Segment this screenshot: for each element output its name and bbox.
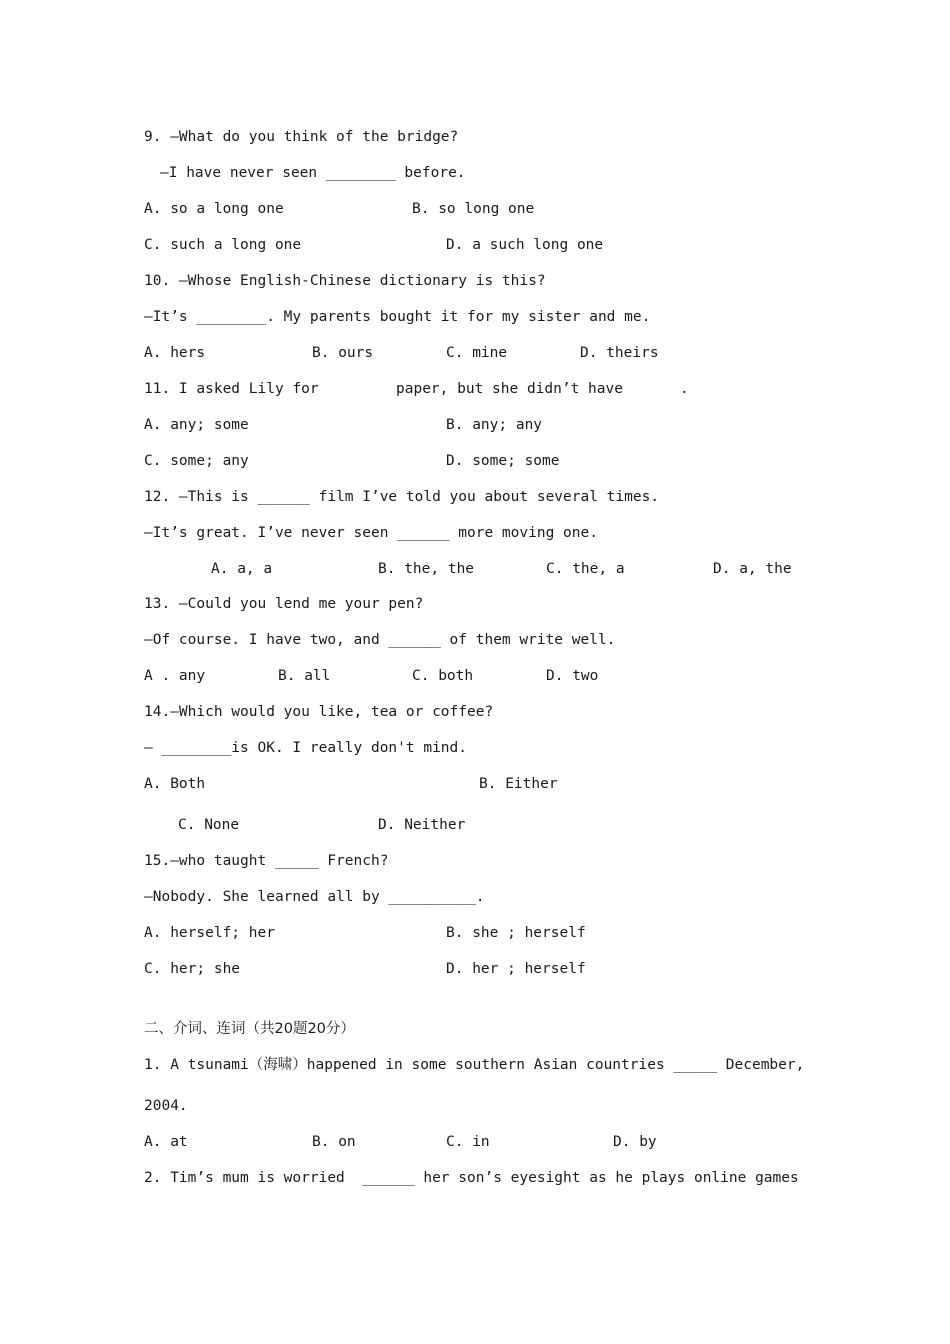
q13-option-a: A . any: [144, 668, 206, 684]
q9-answer-line: —I have never seen ________ before.: [160, 165, 466, 181]
s2-q1-continuation: 2004.: [144, 1098, 188, 1114]
q14-option-c: C. None: [178, 817, 240, 833]
s2-q1-option-a: A. at: [144, 1134, 188, 1150]
q10-option-b: B. ours: [312, 345, 374, 361]
q9-option-d: D. a such long one: [446, 237, 604, 253]
q15-option-c: C. her; she: [144, 961, 241, 977]
q15-answer-line: —Nobody. She learned all by __________.: [144, 889, 485, 905]
q12-answer-line: —It’s great. I’ve never seen ______ more moving one.: [144, 525, 598, 541]
section-heading: 二、介词、连词（共20题20分）: [144, 1021, 355, 1037]
q11-option-a: A. any; some: [144, 417, 249, 433]
q10-option-d: D. theirs: [580, 345, 659, 361]
s2-q1-option-c: C. in: [446, 1134, 490, 1150]
q15-option-a: A. herself; her: [144, 925, 275, 941]
q12-option-a: A. a, a: [211, 561, 273, 577]
q9-option-b: B. so long one: [412, 201, 535, 217]
q12-option-b: B. the, the: [378, 561, 475, 577]
s2-q1-question: 1. A tsunami（海啸）happened in some southern Asian countries _____ December,: [144, 1057, 805, 1073]
q15-option-d: D. her ; herself: [446, 961, 586, 977]
q12-question: 12. —This is ______ film I’ve told you about several times.: [144, 489, 660, 505]
q13-question: 13. —Could you lend me your pen?: [144, 596, 424, 612]
q9-question: 9. —What do you think of the bridge?: [144, 129, 459, 145]
q11-option-c: C. some; any: [144, 453, 249, 469]
q10-answer-line: —It’s ________. My parents bought it for my sister and me.: [144, 309, 651, 325]
q11-option-d: D. some; some: [446, 453, 560, 469]
q13-option-b: B. all: [278, 668, 331, 684]
q11-question-end: .: [680, 381, 689, 397]
s2-q1-option-b: B. on: [312, 1134, 356, 1150]
q15-option-b: B. she ; herself: [446, 925, 586, 941]
q11-question-part1: 11. I asked Lily for: [144, 381, 319, 397]
q10-option-a: A. hers: [144, 345, 206, 361]
q12-option-c: C. the, a: [546, 561, 625, 577]
q11-question-part2: paper, but she didn’t have: [396, 381, 623, 397]
q10-question: 10. —Whose English-Chinese dictionary is this?: [144, 273, 546, 289]
q9-option-a: A. so a long one: [144, 201, 284, 217]
q14-option-a: A. Both: [144, 776, 206, 792]
q14-question: 14.—Which would you like, tea or coffee?: [144, 704, 494, 720]
q14-option-b: B. Either: [479, 776, 558, 792]
q15-question: 15.—who taught _____ French?: [144, 853, 389, 869]
q11-option-b: B. any; any: [446, 417, 543, 433]
q9-option-c: C. such a long one: [144, 237, 302, 253]
q14-answer-line: — ________is OK. I really don't mind.: [144, 740, 468, 756]
q10-option-c: C. mine: [446, 345, 508, 361]
q12-option-d: D. a, the: [713, 561, 792, 577]
q13-option-d: D. two: [546, 668, 599, 684]
s2-q1-option-d: D. by: [613, 1134, 657, 1150]
q13-answer-line: —Of course. I have two, and ______ of them write well.: [144, 632, 616, 648]
q13-option-c: C. both: [412, 668, 474, 684]
q14-option-d: D. Neither: [378, 817, 466, 833]
s2-q2-question: 2. Tim’s mum is worried ______ her son’s eyesight as he plays online games: [144, 1170, 799, 1186]
